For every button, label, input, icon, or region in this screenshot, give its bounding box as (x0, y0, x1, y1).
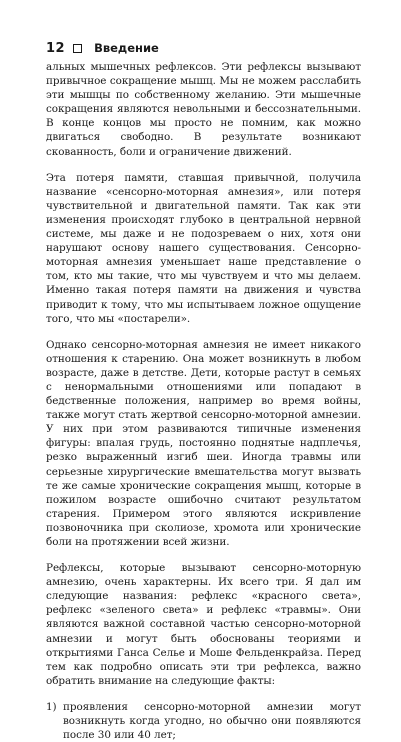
list-item (46, 700, 361, 742)
paragraph: альных мышечных рефлексов. Эти рефлексы вызывают привычное сокращение мышц. Мы не можем расслабить эти мышцы по собственному желанию. Эти мышечные сокращения являются невольными и бессознательными. В конце концов мы просто не помним, как можно двигаться свободно. В результате возникают скованность, боли и ограничение движений. (46, 61, 361, 158)
list-marker: 1) (46, 700, 57, 713)
body-text (46, 60, 361, 742)
paragraph: Эта потеря памяти, ставшая привычной, получила название «сенсорно-моторная амнезия», или потеря чувствительной и двигательной памяти. Так как эти изменения происходят глубоко в центральной нервной системе, мы даже и не подозреваем о них, хотя они нарушают основу нашего существования. Сенсорно-моторная амнезия уменьшает наше представление о том, кто мы такие, что мы чувствуем и что мы делаем. Именно такая потеря памяти на движения и чувства приводит к тому, что мы испытываем ложное ощущение того, что мы «постарели». (46, 171, 361, 325)
running-header (46, 40, 159, 56)
section-title: Введение (94, 41, 159, 55)
paragraph: Однако сенсорно-моторная амнезия не имеет никакого отношения к старению. Она может возникнуть в любом возрасте, даже в детстве. Дети, которые растут в семьях с ненормальными отношениями или попадают в бедственные положения, например во время войны, также могут стать жертвой сенсорно-моторной амнезии. У них при этом развиваются типичные изменения фигуры: впалая грудь, постоянно поднятые надплечья, резко выраженный изгиб шеи. Иногда травмы или серьезные хирургические вмешательства могут вызвать те же самые хронические сокращения мышц, которые в пожилом возрасте ошибочно считают результатом старения. Примером этого являются искривление позвоночника при сколиозе, хромота или хронические боли на протяжении всей жизни. (46, 338, 361, 548)
list-item-text: проявления сенсорно-моторной амнезии могут возникнуть когда угодно, но обычно они появляются после 30 или 40 лет; (63, 700, 361, 742)
paragraph: Рефлексы, которые вызывают сенсорно-моторную амнезию, очень характерны. Их всего три. Я дал им следующие названия: рефлекс «красного света», рефлекс «зеленого света» и рефлекс «травмы». Они являются важной составной частью сенсорно-моторной амнезии и могут быть обоснованы теориями и открытиями Ганса Селье и Моше Фельденкрайза. Перед тем как подробно описать эти три рефлекса, важно обратить внимание на следующие факты: (46, 562, 361, 687)
numbered-list (46, 700, 361, 742)
page-number: 12 (46, 40, 66, 56)
square-icon (73, 44, 82, 53)
